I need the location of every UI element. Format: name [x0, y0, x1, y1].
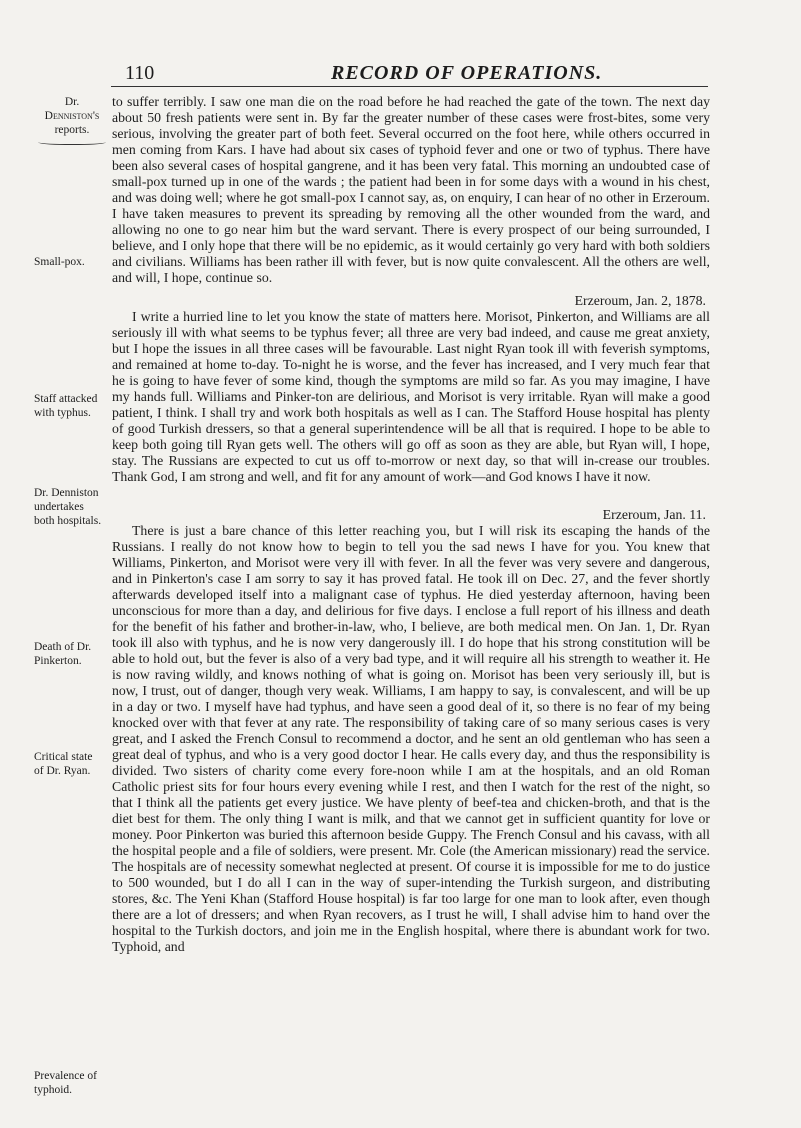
- header-rule: [111, 86, 708, 87]
- margin-note-line: of Dr. Ryan.: [34, 765, 91, 777]
- margin-note-line: Prevalence of: [34, 1070, 97, 1082]
- margin-note-line: both hospitals.: [34, 515, 102, 527]
- page-header: [0, 62, 801, 86]
- paragraph: There is just a bare chance of this letter reaching you, but I will risk its escaping the hands of the Russians. I really do not know how to begin to tell you the sad news I have for you. You knew that Williams, Pinkerton, and Morisot were very ill with fever. In all the fever was very severe and dangerous, and in Pinkerton's case I am sorry to say it has proved fatal. He took ill on Dec. 27, and the fever shortly afterwards developed itself into a malignant case of typhus. He died yesterday afternoon, having been unconscious for more than a day, and delirious for five days. I enclose a full report of his illness and death for the benefit of his father and brother-in-law, who, I believe, are both medical men. On Jan. 1, Dr. Ryan took ill also with typhus, and he is now very dangerously ill. I do hope that his strong constitution will be able to hold out, but the fever is also of a very bad type, and it will require all his strength to weather it. He is now raving wildly, and knows nothing of what is going on. Morisot has been very seriously ill, but is now, I trust, out of danger, though very weak. Williams, I am happy to say, is convalescent, and will be up in a day or two. I myself have had typhus, and have seen a good deal of it, so there is no fear of my being knocked over with that fever at any rate. The responsibility of taking care of so many serious cases is very great, and I asked the French Consul to recommend a doctor, and he sent an old gentleman who has seen a great deal of typhus, and who is a very good doctor I hear. He calls every day, and thus the responsibility is divided. Two sisters of charity come every fore-noon while I am at the hospitals, and an old Roman Catholic priest sits for four hours every evening while I rest, and then I watch for the rest of the night, so that I think all the patients get every justice. We have plenty of beef-tea and chicken-broth, and that is the diet best for them. The only thing I want is milk, and that we cannot get in sufficient quantity for love or money. Poor Pinkerton was buried this afternoon beside Guppy. The French Consul and his cavass, with all the hospital people and a file of soldiers, were present. Mr. Cole (the American missionary) read the service. The hospitals are of necessity somewhat neglected at present. Of course it is impossible for me to do justice to 500 wounded, but I do all I can in the way of super-intending the Turkish surgeon, and distributing stores, &c. The Yeni Khan (Stafford House hospital) is far too large for one man to look after, even though there are a lot of dressers; and when Ryan recovers, as I trust he will, I shall advise him to hand over the hospital to the Turkish doctors, and join me in the English hospital, where there is abundant work for two. Typhoid, and: [112, 523, 710, 954]
- margin-note-staff-attacked: [34, 392, 110, 420]
- margin-note-line: Dr. Denniston: [34, 487, 99, 499]
- margin-note-line: with typhus.: [34, 407, 91, 419]
- margin-note-line: Pinkerton.: [34, 655, 82, 667]
- dateline: Erzeroum, Jan. 2, 1878.: [574, 293, 706, 308]
- margin-note-prevalence-typhoid: [34, 1069, 110, 1097]
- margin-note-death-pinkerton: [34, 640, 110, 668]
- margin-note-line: typhoid.: [34, 1084, 73, 1096]
- margin-brace: [38, 138, 106, 145]
- paragraph: I write a hurried line to let you know the state of matters here. Morisot, Pinkerton, and Williams are all seriously ill with what seems to be typhus fever; all three are very bad indeed, and cause me great anxiety, but I hope the issues in all three cases will be favourable. Last night Ryan took ill with feverish symptoms, and remained at home to-day. To-night he is worse, and the fever has increased, and I very much fear that he is going to have fever of some kind, though the symptoms are mild so far. As you may imagine, I have my hands full. Williams and Pinker-ton are delirious, and Morisot is very irritable. Ryan will make a good patient, I think. I shall try and work both hospitals as well as I can. The Stafford House hospital has plenty of good Turkish dressers, so that a general superintendence will be all that is required. I hope to be able to keep both going till Ryan gets well. The others will go off as soon as they are able, but Ryan will, I hope, stay. The Russians are expected to cut us off to-morrow or next day, so that will in-crease our troubles. Thank God, I am strong and well, and fit for any amount of work—and God knows I have it now.: [112, 309, 710, 484]
- margin-note-line: Critical state: [34, 751, 93, 763]
- margin-note-line: Small-pox.: [34, 256, 85, 268]
- margin-note-smallpox: [34, 255, 110, 269]
- page-number: 110: [125, 62, 155, 84]
- margin-note-critical-ryan: [34, 750, 110, 778]
- margin-note-line: reports.: [54, 124, 90, 136]
- running-head: RECORD OF OPERATIONS.: [331, 62, 603, 84]
- margin-note-line: Denniston's: [44, 110, 100, 122]
- dateline: Erzeroum, Jan. 11.: [602, 507, 706, 522]
- margin-note-line: undertakes: [34, 501, 84, 513]
- margin-note-undertakes-both: [34, 486, 110, 528]
- margin-note-line: Dr.: [64, 96, 80, 108]
- paragraph: to suffer terribly. I saw one man die on the road before he had reached the gate of the town. The next day about 50 fresh patients were sent in. By far the greater number of these cases were frost-bites, some very serious, involving the greater part of both feet. Several occurred on the foot here, while others occurred in men coming from Kars. I have had about six cases of typhoid fever and one or two of typhus. There have been also several cases of hospital gangrene, and it has been very fatal. This morning an undoubted case of small-pox turned up in one of the wards ; the patient had been in for some days with a wound in his chest, and was doing well; where he got small-pox I cannot say, as, on enquiry, I can hear of no other in Erzeroum. I have taken measures to prevent its spreading by removing all the other wounded from the ward, and allowing no one to go near him but the ward servant. There is every prospect of our being surrounded, I believe, and I only hope that there will be no epidemic, as it would certainly go very hard with both soldiers and civilians. Williams has been rather ill with fever, but is now quite convalescent. All the others are well, and will, I hope, continue so.: [112, 94, 710, 285]
- margin-note-line: Death of Dr.: [34, 641, 92, 653]
- margin-note-dennistons-reports: [34, 95, 110, 145]
- margin-note-line: Staff attacked: [34, 393, 98, 405]
- letter-body: [112, 94, 710, 955]
